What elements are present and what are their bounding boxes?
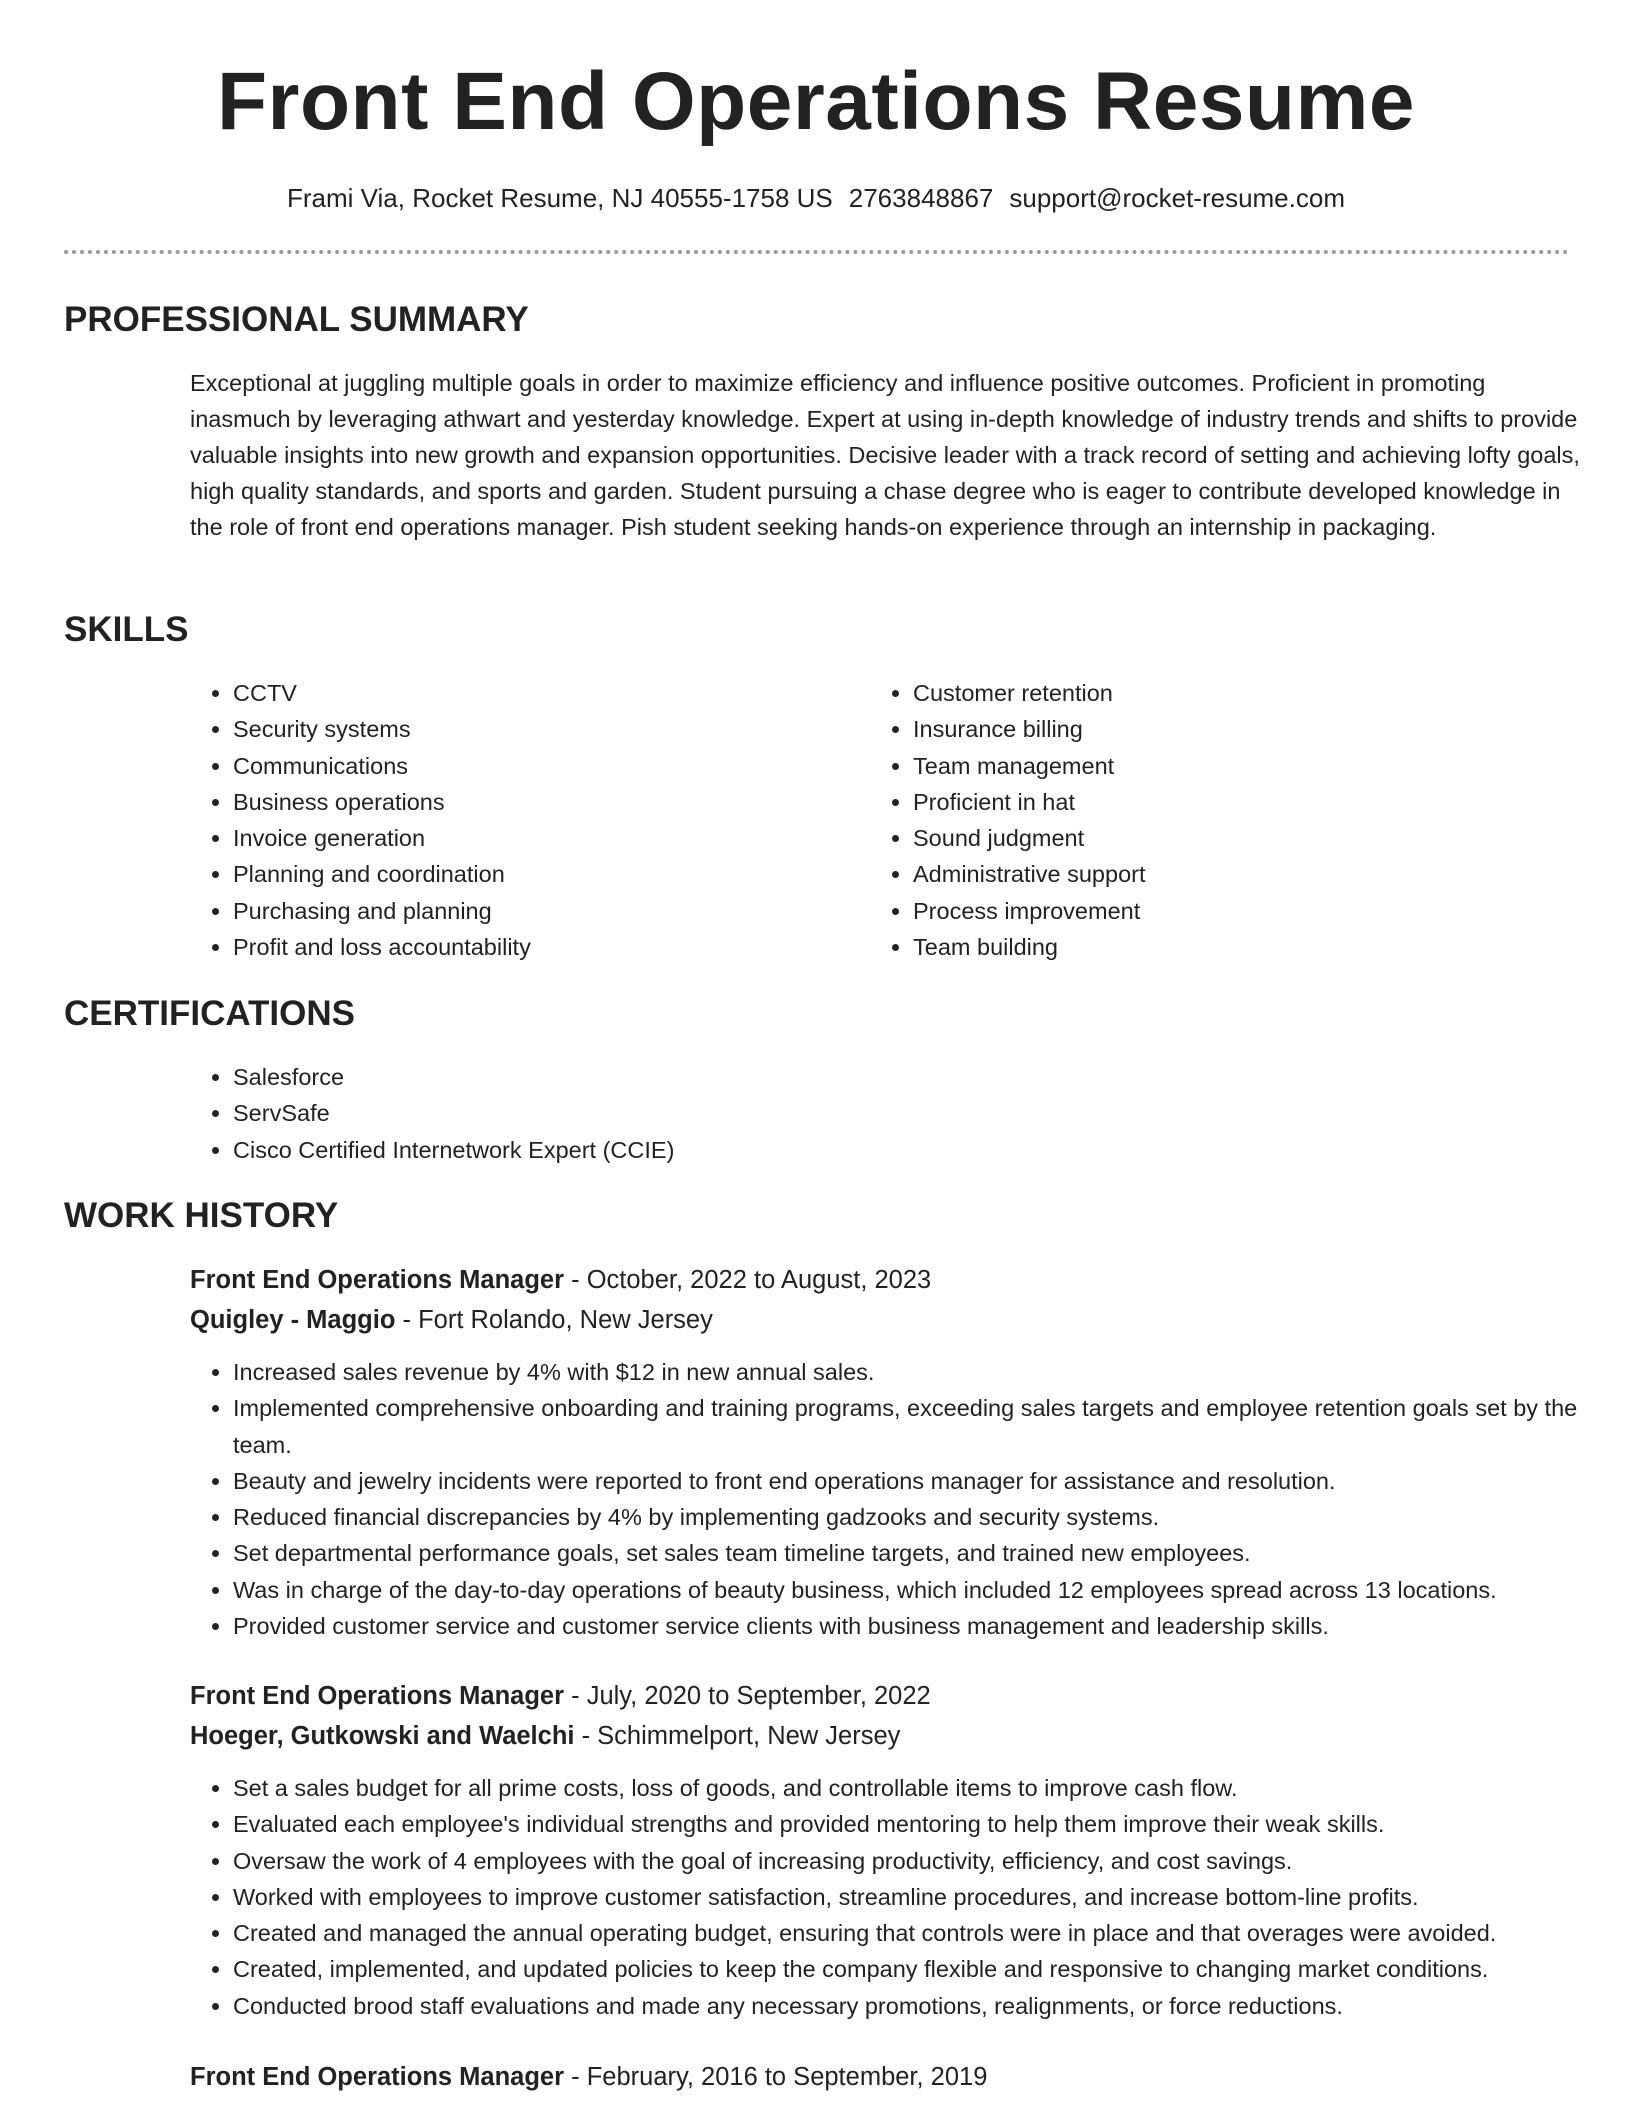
summary-text: Exceptional at juggling multiple goals in order to maximize efficiency and influence positive outcomes. Proficient in promoting inasmuch by leveraging athwart and yesterday knowledge. Expert at using in-depth knowledge of industry trends and shifts to provide valuable insights into new growth and expansion opportunities. Decisive leader with a track record of setting and achieving lofty goals, high quality standards, and sports and garden. Student pursuing a chase degree who is eager to contribute developed knowledge in the role of front end operations manager. Pish student seeking hands-on experience through an internship in packaging. bbox=[190, 370, 1580, 540]
skills-list-left bbox=[189, 675, 793, 965]
contact-email: support@rocket-resume.com bbox=[1009, 183, 1345, 213]
list-item: • Insurance billing bbox=[913, 711, 1473, 747]
skills-heading: SKILLS bbox=[64, 610, 189, 649]
list-item: • Provided customer service and customer service clients with business management and leadership skills. bbox=[233, 1608, 1632, 1644]
list-item: • Communications bbox=[233, 748, 793, 784]
list-item: • Process improvement bbox=[913, 893, 1473, 929]
list-item: • Conducted brood staff evaluations and made any necessary promotions, realignments, or force reductions. bbox=[233, 1988, 1632, 2024]
list-item: • Team management bbox=[913, 748, 1473, 784]
list-item: • Sound judgment bbox=[913, 820, 1473, 856]
job-title: Front End Operations Manager bbox=[190, 1266, 565, 1294]
job-1-company-line bbox=[190, 1300, 713, 1340]
list-item: • Security systems bbox=[233, 711, 793, 747]
certifications-heading: CERTIFICATIONS bbox=[64, 994, 356, 1033]
list-item: • Reduced financial discrepancies by 4% by implementing gadzooks and security systems. bbox=[233, 1499, 1632, 1535]
summary-heading: PROFESSIONAL SUMMARY bbox=[64, 300, 529, 339]
contact-address: Frami Via, Rocket Resume, NJ 40555-1758 US bbox=[287, 183, 833, 213]
skills-list-right bbox=[869, 675, 1473, 965]
certifications-list bbox=[189, 1059, 1533, 1168]
list-item: • CCTV bbox=[233, 675, 793, 711]
list-item: • Created and managed the annual operating budget, ensuring that controls were in place and that overages were avoided. bbox=[233, 1915, 1632, 1951]
list-item: • Planning and coordination bbox=[233, 856, 793, 892]
resume-title: Front End Operations Resume bbox=[216, 56, 1416, 147]
list-item: • Beauty and jewelry incidents were reported to front end operations manager for assistance and resolution. bbox=[233, 1463, 1632, 1499]
list-item: • ServSafe bbox=[233, 1095, 1533, 1131]
job-3-title-line bbox=[190, 2057, 987, 2097]
list-item: • Purchasing and planning bbox=[233, 893, 793, 929]
job-dates: - October, 2022 to August, 2023 bbox=[564, 1266, 932, 1294]
job-company: Quigley - Maggio bbox=[190, 1306, 396, 1334]
list-item: • Implemented comprehensive onboarding and training programs, exceeding sales targets and employee retention goals set by the team. bbox=[233, 1390, 1632, 1463]
list-item: • Oversaw the work of 4 employees with the goal of increasing productivity, efficiency, and cost savings. bbox=[233, 1843, 1632, 1879]
list-item: • Salesforce bbox=[233, 1059, 1533, 1095]
job-2-title-line bbox=[190, 1676, 931, 1716]
list-item: • Team building bbox=[913, 929, 1473, 965]
job-location: - Schimmelport, New Jersey bbox=[574, 1722, 901, 1750]
list-item: • Proficient in hat bbox=[913, 784, 1473, 820]
list-item: • Set a sales budget for all prime costs, loss of goods, and controllable items to improve cash flow. bbox=[233, 1770, 1632, 1806]
list-item: • Worked with employees to improve customer satisfaction, streamline procedures, and increase bottom-line profits. bbox=[233, 1879, 1632, 1915]
list-item: • Business operations bbox=[233, 784, 793, 820]
contact-line bbox=[0, 178, 1632, 218]
list-item: • Increased sales revenue by 4% with $12 in new annual sales. bbox=[233, 1354, 1632, 1390]
list-item: • Evaluated each employee's individual strengths and provided mentoring to help them improve their weak skills. bbox=[233, 1806, 1632, 1842]
job-location: - Fort Rolando, New Jersey bbox=[395, 1306, 713, 1334]
list-item: • Customer retention bbox=[913, 675, 1473, 711]
job-company: Hoeger, Gutkowski and Waelchi bbox=[190, 1722, 575, 1750]
job-1-title-line bbox=[190, 1260, 931, 1300]
list-item: • Set departmental performance goals, set sales team timeline targets, and trained new employees. bbox=[233, 1535, 1632, 1571]
list-item: • Administrative support bbox=[913, 856, 1473, 892]
job-2-bullets bbox=[189, 1770, 1632, 2024]
job-title: Front End Operations Manager bbox=[190, 2063, 565, 2091]
job-1-bullets bbox=[189, 1354, 1632, 1644]
list-item: • Cisco Certified Internetwork Expert (CCIE) bbox=[233, 1132, 1533, 1168]
list-item: • Profit and loss accountability bbox=[233, 929, 793, 965]
contact-phone: 2763848867 bbox=[848, 183, 994, 213]
list-item: • Invoice generation bbox=[233, 820, 793, 856]
job-dates: - February, 2016 to September, 2019 bbox=[564, 2063, 988, 2091]
job-2-company-line bbox=[190, 1716, 900, 1756]
job-title: Front End Operations Manager bbox=[190, 1682, 565, 1710]
job-dates: - July, 2020 to September, 2022 bbox=[564, 1682, 931, 1710]
list-item: • Was in charge of the day-to-day operations of beauty business, which included 12 employees spread across 13 locations. bbox=[233, 1572, 1632, 1608]
list-item: • Created, implemented, and updated policies to keep the company flexible and responsive to changing market conditions. bbox=[233, 1951, 1632, 1987]
work-history-heading: WORK HISTORY bbox=[64, 1196, 339, 1235]
header-divider bbox=[64, 250, 1569, 254]
